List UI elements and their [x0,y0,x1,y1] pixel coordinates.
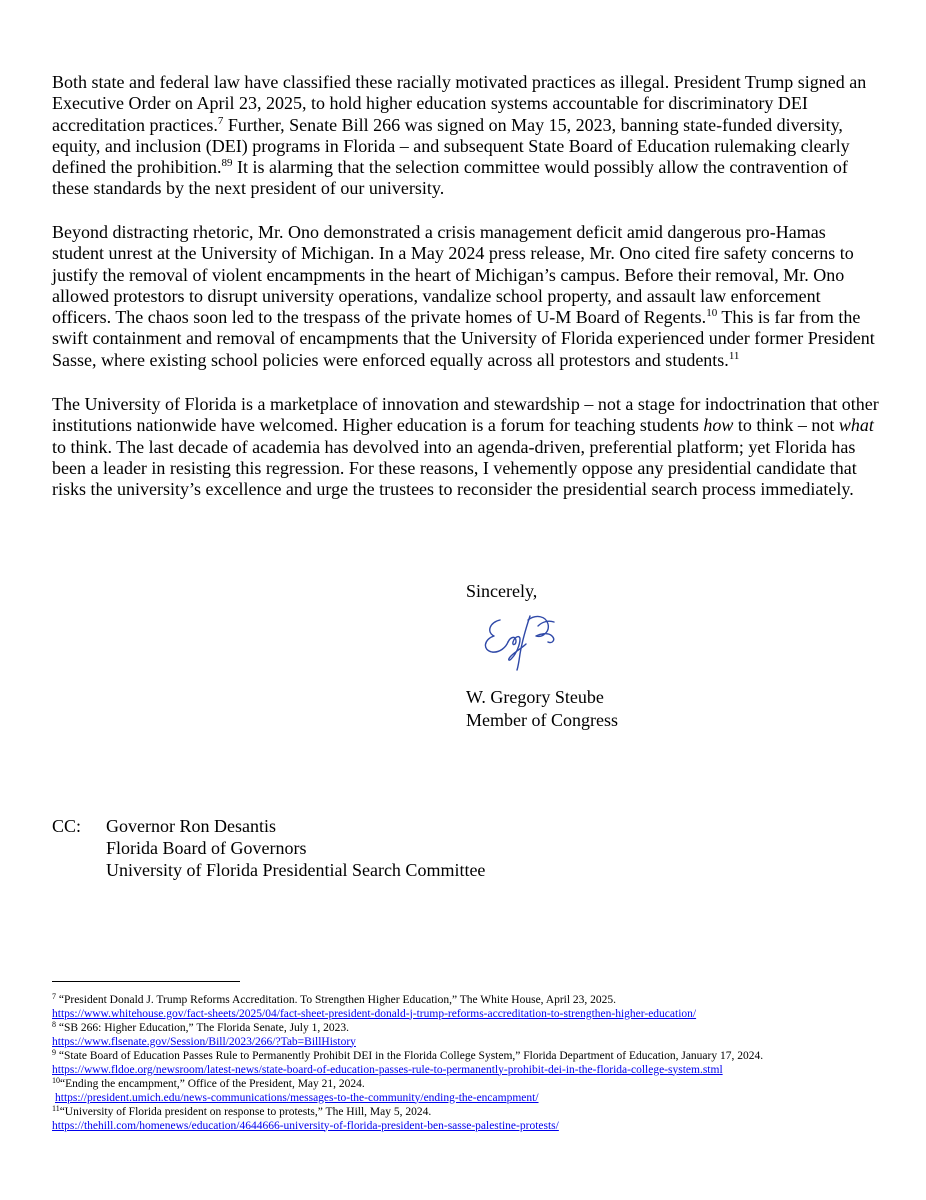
footnote-link[interactable]: https://president.umich.edu/news-communications/messages-to-the-community/ending-the-encampment/ [55,1091,539,1104]
closing-salutation: Sincerely, [466,581,538,601]
paragraph-legal-classification [52,72,882,200]
footnote-ref-10[interactable]: 10 [706,307,718,320]
paragraph-text: This is far from the swift containment and removal of encampments that the University of Florida experienced under former President Sasse, where existing school policies were enforced equally across all protestors and students. [52,307,875,370]
paragraph-text: The University of Florida is a marketplace of innovation and stewardship – not a stage for indoctrination that other institutions nationwide have welcomed. Higher education is a forum for teaching students [52,394,879,436]
paragraph-text: Beyond distracting rhetoric, Mr. Ono demonstrated a crisis management deficit amid dangerous pro-Hamas student unrest at the University of Michigan. In a May 2024 press release, Mr. Ono cited fire safety concerns to justify the removal of violent encampments in the heart of Michigan’s campus. Before their removal, Mr. Ono allowed protestors to disrupt university operations, vandalize school property, and assault law enforcement officers. The chaos soon led to the trespass of the private homes of U-M Board of Regents. [52,222,854,328]
footnote-ref-8-9[interactable]: 89 [221,157,233,170]
footnote-number: 8 [52,1020,56,1029]
footnote-link[interactable]: https://www.whitehouse.gov/fact-sheets/2025/04/fact-sheet-president-donald-j-trump-reforms-accreditation-to-strengthen-higher-education/ [52,1007,697,1020]
cc-label: CC: [52,816,82,836]
footnote-link[interactable]: https://www.fldoe.org/newsroom/latest-news/state-board-of-education-passes-rule-to-permanently-prohibit-dei-in-the-florida-college-system.stml [52,1063,723,1076]
footnote-divider [52,981,240,982]
footnote-11 [52,1106,882,1133]
footnote-number: 10 [52,1076,60,1085]
footnote-number: 7 [52,992,56,1001]
footnote-link[interactable]: https://www.flsenate.gov/Session/Bill/2023/266/?Tab=BillHistory [52,1035,356,1048]
footnote-citation: “University of Florida president on response to protests,” The Hill, May 5, 2024. [59,1106,432,1118]
footnote-number: 11 [52,1104,60,1113]
signature-image [478,606,562,672]
footnote-8 [52,1022,882,1049]
signer-name: W. Gregory Steube [466,687,604,707]
paragraph-text: to think – not [733,415,839,436]
cc-recipient: Florida Board of Governors [106,838,307,858]
emphasis-what: what [838,415,874,436]
footnote-number: 9 [52,1048,56,1057]
paragraph-text: to think. The last decade of academia has devolved into an agenda-driven, preferential platform; yet Florida has been a leader in resisting this regression. For these reasons, I vehemently oppose any presidential candidate that risks the university’s excellence and urge the trustees to reconsider the presidential search process immediately. [52,436,857,500]
footnote-citation: “Ending the encampment,” Office of the President, May 21, 2024. [60,1078,365,1090]
footnote-citation: “SB 266: Higher Education,” The Florida Senate, July 1, 2023. [56,1022,349,1034]
paragraph-conclusion [52,394,882,500]
paragraph-crisis-management [52,222,882,371]
cc-recipient: University of Florida Presidential Search Committee [106,860,486,880]
footnote-9 [52,1050,882,1077]
emphasis-how: how [703,415,734,436]
footnote-ref-7[interactable]: 7 [217,114,224,127]
paragraph-text: Both state and federal law have classified these racially motivated practices as illegal. President Trump signed an Executive Order on April 23, 2025, to hold higher education systems accountable for discriminatory DEI accreditation practices. [52,72,867,135]
footnotes [52,994,882,1134]
paragraph-text: Further, Senate Bill 266 was signed on May 15, 2023, banning state-funded diversity, equity, and inclusion (DEI) programs in Florida – and subsequent State Board of Education rulemaking clearly defined the prohibition. [52,114,850,178]
footnote-link[interactable]: https://thehill.com/homenews/education/4644666-university-of-florida-president-ben-sasse-palestine-protests/ [52,1119,559,1132]
cc-recipient-list [106,815,485,881]
signer-title: Member of Congress [466,710,618,730]
paragraph-text: It is alarming that the selection committee would possibly allow the contravention of these standards by the next president of our university. [52,157,848,199]
footnote-ref-11[interactable]: 11 [728,349,740,362]
footnote-10 [52,1078,882,1105]
cc-recipient: Governor Ron Desantis [106,816,276,836]
footnote-citation: “State Board of Education Passes Rule to Permanently Prohibit DEI in the Florida College System,” Florida Department of Education, January 17, 2024. [56,1050,764,1062]
footnote-citation: “President Donald J. Trump Reforms Accreditation. To Strengthen Higher Education,” The White House, April 23, 2025. [56,994,617,1006]
footnote-7 [52,994,882,1021]
